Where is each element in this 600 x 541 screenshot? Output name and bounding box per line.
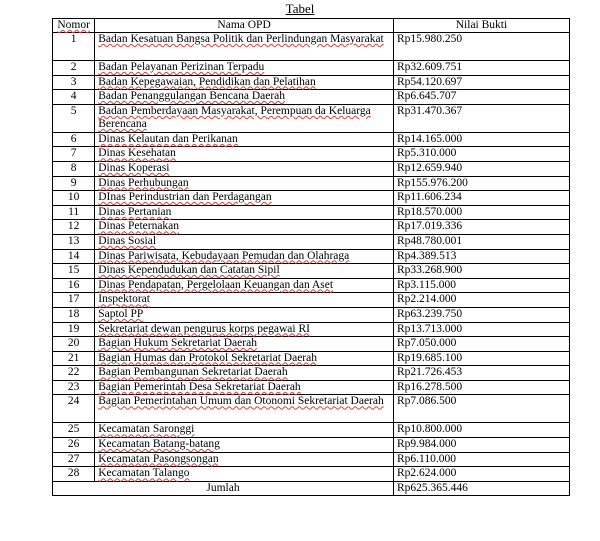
row-number: 5 [53, 104, 95, 132]
opd-name: Dinas Kesehatan [95, 147, 394, 162]
nilai-bukti: Rp54.120.697 [393, 75, 569, 90]
row-number: 13 [53, 234, 95, 249]
nilai-bukti: Rp2.214.000 [393, 293, 569, 308]
row-number: 16 [53, 278, 95, 293]
row-number: 27 [53, 452, 95, 467]
opd-name: Badan Kesatuan Bangsa Politik dan Perlindungan Masyarakat [95, 33, 394, 61]
opd-name: Saptol PP [95, 307, 394, 322]
row-number: 18 [53, 307, 95, 322]
nilai-bukti: Rp7.086.500 [393, 395, 569, 423]
table-row [53, 132, 570, 147]
table-row [53, 307, 570, 322]
table-row [53, 380, 570, 395]
header-nama-opd: Nama OPD [95, 19, 394, 33]
row-number: 10 [53, 191, 95, 206]
row-number: 4 [53, 90, 95, 105]
row-number: 11 [53, 205, 95, 220]
opd-name: Bagian Pemerintah Desa Sekretariat Daerah [95, 380, 394, 395]
opd-name: Bagian Pembangunan Sekretariat Daerah [95, 366, 394, 381]
table-row [53, 205, 570, 220]
nilai-bukti: Rp21.726.453 [393, 366, 569, 381]
opd-name: Dinas Kelautan dan Perikanan [95, 132, 394, 147]
nilai-bukti: Rp4.389.513 [393, 249, 569, 264]
row-number: 20 [53, 337, 95, 352]
header-nilai-bukti: Nilai Bukti [393, 19, 569, 33]
nilai-bukti: Rp6.645.707 [393, 90, 569, 105]
table-row [53, 161, 570, 176]
table-header-row [53, 19, 570, 33]
row-number: 1 [53, 33, 95, 61]
row-number: 26 [53, 438, 95, 453]
nilai-bukti: Rp48.780.001 [393, 234, 569, 249]
opd-name: Kecamatan Batang-batang [95, 438, 394, 453]
opd-name: Dinas Perhubungan [95, 176, 394, 191]
opd-name: DInas Perindustrian dan Perdagangan [95, 191, 394, 206]
nilai-bukti: Rp17.019.336 [393, 220, 569, 235]
row-number: 12 [53, 220, 95, 235]
row-number: 25 [53, 423, 95, 438]
row-number: 28 [53, 467, 95, 482]
row-number: 3 [53, 75, 95, 90]
nilai-bukti: Rp18.570.000 [393, 205, 569, 220]
nilai-bukti: Rp14.165.000 [393, 132, 569, 147]
opd-name: Badan Pemberdayaan Masyarakat, Perempuan da Keluarga Berencana [95, 104, 394, 132]
opd-name: Badan Penanggulangan Bencana Daerah [95, 90, 394, 105]
nilai-bukti: Rp63.239.750 [393, 307, 569, 322]
total-label: Jumlah [53, 481, 394, 496]
header-nomor: Nomor [53, 19, 95, 33]
row-number: 6 [53, 132, 95, 147]
nilai-bukti: Rp155.976.200 [393, 176, 569, 191]
table-row [53, 467, 570, 482]
nilai-bukti: Rp6.110.000 [393, 452, 569, 467]
row-number: 17 [53, 293, 95, 308]
table-row [53, 176, 570, 191]
row-number: 19 [53, 322, 95, 337]
table-title: Tabel [285, 1, 315, 16]
table-row [53, 322, 570, 337]
row-number: 14 [53, 249, 95, 264]
table-row [53, 75, 570, 90]
opd-name: Inspektorat [95, 293, 394, 308]
row-number: 21 [53, 351, 95, 366]
table-row [53, 423, 570, 438]
table-row [53, 33, 570, 61]
table-body [53, 33, 570, 482]
table-row [53, 234, 570, 249]
opd-name: Dinas Peternakan [95, 220, 394, 235]
table-row [53, 220, 570, 235]
opd-name: Bagian Humas dan Protokol Sekretariat Daerah [95, 351, 394, 366]
table-row [53, 366, 570, 381]
opd-name: Bagian Hukum Sekretariat Daerah [95, 337, 394, 352]
nilai-bukti: Rp9.984.000 [393, 438, 569, 453]
total-row [53, 481, 570, 496]
table-row [53, 61, 570, 76]
row-number: 2 [53, 61, 95, 76]
opd-name: Dinas Pendapatan, Pergelolaan Keuangan dan Aset [95, 278, 394, 293]
opd-name: Dinas Koperasi [95, 161, 394, 176]
nilai-bukti: Rp7.050.000 [393, 337, 569, 352]
nilai-bukti: Rp13.713.000 [393, 322, 569, 337]
table-row [53, 191, 570, 206]
table-row [53, 90, 570, 105]
nilai-bukti: Rp32.609.751 [393, 61, 569, 76]
table-row [53, 337, 570, 352]
row-number: 15 [53, 264, 95, 279]
nilai-bukti: Rp5.310.000 [393, 147, 569, 162]
table-row [53, 452, 570, 467]
total-value: Rp625.365.446 [393, 481, 569, 496]
row-number: 22 [53, 366, 95, 381]
opd-name: Dinas Pertanian [95, 205, 394, 220]
opd-name: Sekretariat dewan pengurus korps pegawai RI [95, 322, 394, 337]
table-row [53, 249, 570, 264]
opd-name: Kecamatan Pasongsongan [95, 452, 394, 467]
nilai-bukti: Rp3.115.000 [393, 278, 569, 293]
row-number: 9 [53, 176, 95, 191]
table-row [53, 147, 570, 162]
opd-name: Dinas Kependudukan dan Catatan Sipil [95, 264, 394, 279]
opd-name: Badan Kepegawaian, Pendidikan dan Pelatihan [95, 75, 394, 90]
row-number: 7 [53, 147, 95, 162]
opd-name: Bagian Pemerintahan Umum dan Otonomi Sekretariat Daerah [95, 395, 394, 423]
nilai-bukti: Rp15.980.250 [393, 33, 569, 61]
nilai-bukti: Rp33.268.900 [393, 264, 569, 279]
opd-name: Kecamatan Saronggi [95, 423, 394, 438]
opd-name: Dinas Sosial [95, 234, 394, 249]
row-number: 24 [53, 395, 95, 423]
table-row [53, 395, 570, 423]
table-row [53, 104, 570, 132]
opd-table [52, 18, 570, 496]
opd-name: Kecamatan Talango [95, 467, 394, 482]
nilai-bukti: Rp19.685.100 [393, 351, 569, 366]
row-number: 8 [53, 161, 95, 176]
opd-name: Dinas Pariwisata, Kebudayaan Pemudan dan Olahraga [95, 249, 394, 264]
table-row [53, 351, 570, 366]
nilai-bukti: Rp31.470.367 [393, 104, 569, 132]
row-number: 23 [53, 380, 95, 395]
table-row [53, 264, 570, 279]
nilai-bukti: Rp2.624.000 [393, 467, 569, 482]
opd-name: Badan Pelayanan Perizinan Terpadu [95, 61, 394, 76]
nilai-bukti: Rp10.800.000 [393, 423, 569, 438]
table-row [53, 293, 570, 308]
nilai-bukti: Rp11.606.234 [393, 191, 569, 206]
nilai-bukti: Rp16.278.500 [393, 380, 569, 395]
table-row [53, 438, 570, 453]
nilai-bukti: Rp12.659.940 [393, 161, 569, 176]
table-row [53, 278, 570, 293]
